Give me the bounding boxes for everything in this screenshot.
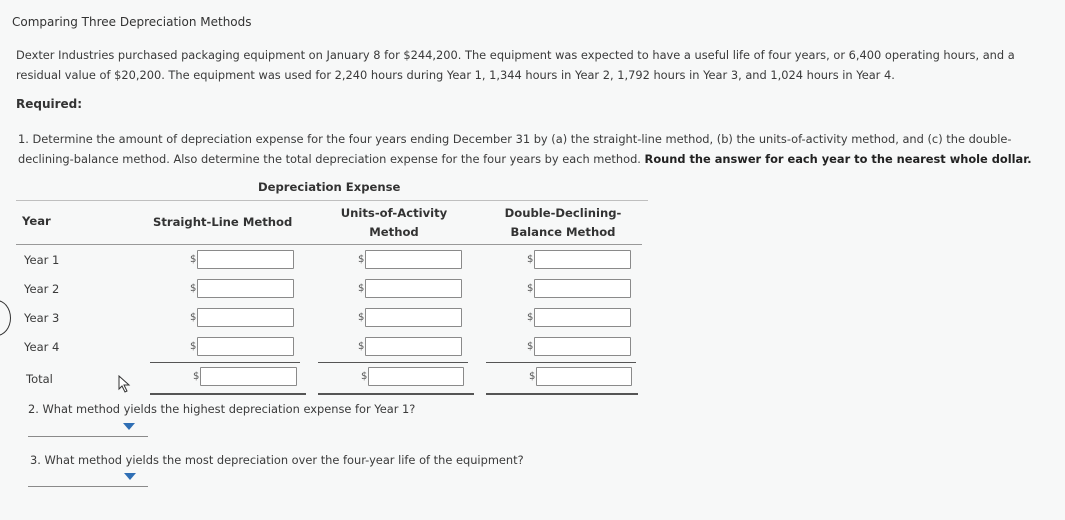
problem-paragraph: Dexter Industries purchased packaging equipment on January 8 for $244,200. The equipment was expected to have a useful life of four years, or 6,400 operating hours, and a residual value of $20,200. The equipment was used for 2,240 hours during Year 1, 1,344 hours in Year 2, 1,792 hours in Year 3, and 1,024 hours in Year 4.	[16, 48, 1015, 82]
col-header-units-of-activity	[330, 206, 458, 239]
currency-symbol: $	[527, 312, 534, 323]
total-ddb-input[interactable]	[536, 367, 632, 386]
year-3-ua-input[interactable]	[365, 308, 462, 327]
col-header-ddb-line2: Balance Method	[510, 225, 616, 239]
col-header-straight-line: Straight-Line Method	[153, 215, 293, 229]
col-header-units-line1: Units-of-Activity	[340, 206, 448, 220]
year-4-ddb-input[interactable]	[534, 337, 631, 356]
year-2-sl-input[interactable]	[197, 279, 294, 298]
q2-dropdown-caret-icon[interactable]	[123, 423, 135, 430]
currency-symbol: $	[527, 254, 534, 265]
currency-symbol: $	[358, 312, 365, 323]
table-caption: Depreciation Expense	[258, 180, 401, 194]
q2-dropdown-underline	[28, 436, 148, 437]
currency-symbol: $	[190, 254, 197, 265]
table-top-rule	[16, 200, 648, 201]
year-3-ddb-input[interactable]	[534, 308, 631, 327]
year-1-sl-input[interactable]	[197, 250, 294, 269]
ddb-total-double-line	[486, 393, 638, 395]
row-label-year-4: Year 4	[24, 340, 60, 354]
sl-total-double-line	[150, 393, 306, 395]
currency-symbol: $	[190, 312, 197, 323]
total-sl-input[interactable]	[200, 367, 297, 386]
col-header-units-line2: Method	[369, 225, 419, 239]
question-1	[18, 129, 1063, 169]
currency-symbol: $	[358, 341, 365, 352]
total-ua-input[interactable]	[368, 367, 464, 386]
row-label-year-1: Year 1	[24, 253, 60, 267]
currency-symbol: $	[527, 341, 534, 352]
currency-symbol: $	[361, 371, 368, 382]
year-2-ddb-input[interactable]	[534, 279, 631, 298]
col-header-year: Year	[22, 214, 51, 228]
currency-symbol: $	[193, 371, 200, 382]
year-4-ua-input[interactable]	[365, 337, 462, 356]
q3-dropdown-underline	[28, 486, 148, 487]
required-heading: Required:	[16, 97, 83, 111]
sl-subtotal-line	[150, 362, 300, 363]
currency-symbol: $	[358, 254, 365, 265]
question-2: 2. What method yields the highest depreciation expense for Year 1?	[28, 402, 416, 416]
year-1-ddb-input[interactable]	[534, 250, 631, 269]
ua-total-double-line	[318, 393, 474, 395]
row-label-year-3: Year 3	[24, 311, 60, 325]
col-header-ddb	[498, 206, 628, 239]
currency-symbol: $	[190, 341, 197, 352]
currency-symbol: $	[190, 283, 197, 294]
mouse-pointer-icon	[117, 375, 131, 393]
year-2-ua-input[interactable]	[365, 279, 462, 298]
ua-subtotal-line	[318, 362, 468, 363]
ddb-subtotal-line	[486, 362, 636, 363]
year-4-sl-input[interactable]	[197, 337, 294, 356]
question-3: 3. What method yields the most depreciation over the four-year life of the equipment?	[30, 453, 524, 467]
year-3-sl-input[interactable]	[197, 308, 294, 327]
q3-dropdown-caret-icon[interactable]	[124, 473, 136, 480]
margin-bracket-mark	[0, 300, 11, 336]
header-bottom-rule	[16, 244, 642, 245]
currency-symbol: $	[527, 283, 534, 294]
question-1-instruction: Round the answer for each year to the nearest whole dollar.	[644, 152, 1032, 166]
currency-symbol: $	[529, 371, 536, 382]
question-1-text: 1. Determine the amount of depreciation expense for the four years ending December 31 by (a) the straight-line method, (b) the units-of-activity method, and (c) the double-declining-balance method. Also determine the total depreciation expense for the four years by each method.	[18, 132, 1012, 166]
page-title: Comparing Three Depreciation Methods	[12, 15, 252, 29]
col-header-ddb-line1: Double-Declining-	[504, 206, 622, 220]
row-label-year-2: Year 2	[24, 282, 60, 296]
currency-symbol: $	[358, 283, 365, 294]
total-label: Total	[26, 372, 53, 386]
year-1-ua-input[interactable]	[365, 250, 462, 269]
